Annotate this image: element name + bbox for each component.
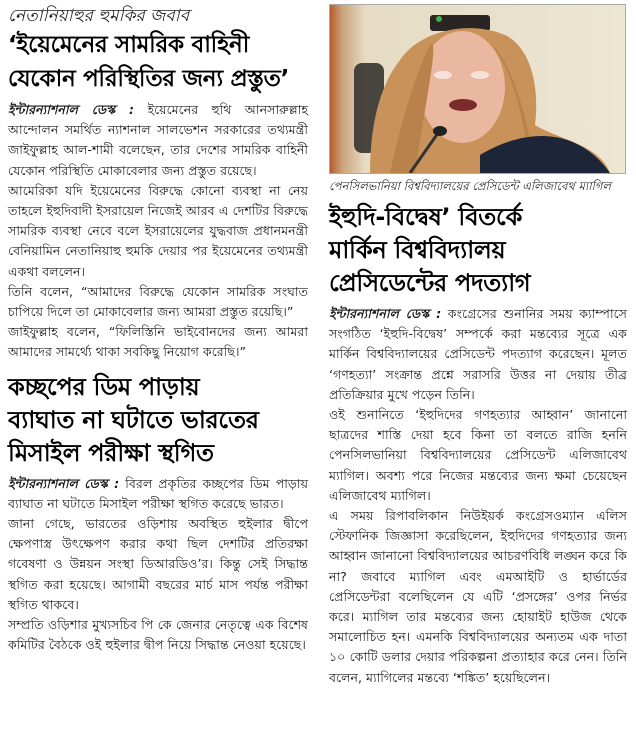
paragraph: ওই শুনানিতে ‘ইহুদিদের গণহত্যার আহ্বান’ জানানো ছাত্রদের শাস্তি দেয়া হবে কিনা তা বলতে রাজি হননি পেনসিলভানিয়া বিশ্ববিদ্যালয়ের প্রেসিডেন্ট এলিজাবেথ ম্যাগিল। অবশ্য পরে নিজের মন্তব্যের জন্য ক্ষমা চেয়েছেন এলিজাবেথ ম্যাগিল। xyxy=(329,407,627,503)
paragraph xyxy=(8,474,308,514)
right-column xyxy=(329,0,627,688)
paragraph: এ সময় রিপাবলিকান নিউইয়র্ক কংগ্রেসওম্যান এলিস স্টেফানিক জিজ্ঞাসা করেছিলেন, ইহুদিদের গণহত্যার জন্য আহ্বান জানানো বিশ্ববিদ্যালয়ের আচরণবিধি লঙ্ঘন করে কি না? জবাবে ম্যাগিল এবং এমআইটি ও হার্ভার্ডের প্রেসিডেন্টরা বলেছিলেন যে এটি ‘প্রসঙ্গের’ ওপর নির্ভর করে। ম্যাগিল তার মন্তব্যের জন্য হোয়াইট হাউজ থেকে সমালোচিত হন। এমনকি বিশ্ববিদ্যালয়ের অন্যতম এক দাতা ১০ কোটি ডলার দেয়ার পরিকল্পনা প্রত্যাহার করে নেন। তিনি বলেন, ম্যাগিলের মন্তব্যে ‘শঙ্কিত’ হয়েছিলেন। xyxy=(329,508,627,685)
paragraph xyxy=(329,304,627,405)
dateline: ইন্টারন্যাশনাল ডেস্ক : xyxy=(8,475,120,491)
paragraph-text: ইয়েমেনের হুথি আনসারুল্লাহ আন্দোলন সমর্থিত ন্যাশনাল সালভেশন সরকারের তথ্যমন্ত্রী জাইফুল্লাহ আল-শামী বলেছেন, তার দেশের সামরিক বাহিনী যেকোন পরিস্থিতি মোকাবেলার জন্য প্রস্তুত রয়েছে। xyxy=(8,102,308,178)
article-body xyxy=(329,304,627,688)
paragraph xyxy=(8,100,308,181)
headline xyxy=(329,201,627,300)
headline xyxy=(8,371,308,470)
photo-caption: পেনসিলভানিয়া বিশ্ববিদ্যালয়ের প্রেসিডেন্ট এলিজাবেথ ম্যাগিল xyxy=(329,179,611,193)
paragraph: জানা গেছে, ভারতের ওড়িশায় অবস্থিত হুইলার দ্বীপে ক্ষেপণাস্ত্র উৎক্ষেপণ করার কথা ছিল দেশটির প্রতিরক্ষা গবেষণা ও উন্নয়ন সংস্থা ডিআরডিও’র। কিন্তু সেই সিদ্ধান্ত স্থগিত করা হয়েছে। আগামী বছরের মার্চ মাস পর্যন্ত পরীক্ষা স্থগিত থাকবে। xyxy=(8,516,308,612)
headline-line: মিসাইল পরীক্ষা স্থগিত xyxy=(8,438,214,467)
paragraph-text: কংগ্রেসের শুনানির সময় ক্যাম্পাসে সংগঠিত ‘ইহুদি-বিদ্বেষ’ সম্পর্কে করা মন্তব্যের সূত্রে এক মার্কিন বিশ্ববিদ্যালয়ের প্রেসিডেন্ট পদত্যাগ করেছেন। মূলত ‘গণহত্যা’ সংক্রান্ত প্রশ্নে সরাসরি উত্তর না দেয়ায় তীব্র প্রতিক্রিয়ার মুখে পড়েন তিনি। xyxy=(329,306,627,402)
headline-line: যেকোন পরিস্থিতির জন্য প্রস্তুত’ xyxy=(8,66,290,92)
article-body xyxy=(8,474,308,656)
story-yemen xyxy=(8,4,308,363)
story-university xyxy=(329,201,627,688)
paragraph: সম্প্রতি ওড়িশার মুখ্যসচিব পি কে জেনার নেতৃত্বে এক বিশেষ কমিটির বৈঠকে ওই হুইলার দ্বীপ নিয়ে সিদ্ধান্ত নেওয়া হয়েছে। xyxy=(8,617,308,653)
story-turtle xyxy=(8,371,308,656)
headline-line: ব্যাঘাত না ঘটাতে ভারতের xyxy=(8,405,259,434)
headline-line: প্রেসিডেন্টের পদত্যাগ xyxy=(329,269,531,297)
paragraph-text: বিরল প্রকৃতির কচ্ছপের ডিম পাড়ায় ব্যাঘাত না ঘটাতে মিসাইল পরীক্ষা স্থগিত করেছে ভারত। xyxy=(8,475,308,511)
headline-line: কচ্ছপের ডিম পাড়ায় xyxy=(8,372,200,401)
photo-illustration xyxy=(330,5,625,173)
paragraph: তিনি বলেন, “আমাদের বিরুদ্ধে যেকোন সামরিক সংঘাত চাপিয়ে দিলে তা মোকাবেলার জন্য আমরা প্রস্তুত রয়েছি।” xyxy=(8,283,308,320)
headline xyxy=(8,28,308,96)
headline-line: ‘ইয়েমেনের সামরিক বাহিনী xyxy=(8,32,250,58)
paragraph: আমেরিকা যদি ইয়েমেনের বিরুদ্ধে কোনো ব্যবস্থা না নেয় তাহলে ইহুদিবাদী ইসরায়েল নিজেই আরব এ দেশটির বিরুদ্ধে সামরিক ব্যবস্থা নেবে বলে ইসরায়েলের যুদ্ধবাজ প্রধানমনন্ত্রী বেনিয়ামিন নেতানিয়াহু হুমকি দেয়ার পর ইয়েমেনের তথ্যমন্ত্রী একথা বললেন। xyxy=(8,182,308,279)
dateline: ইন্টারন্যাশনাল ডেস্ক : xyxy=(329,306,442,321)
headline-line: মার্কিন বিশ্ববিদ্যালয় xyxy=(329,236,506,264)
paragraph: জাইফুল্লাহ বলেন, “ফিলিস্তিনি ভাইবোনদের জন্য আমরা আমাদের সামর্থ্যে থাকা সবকিছু নিয়োগ করেছি।” xyxy=(8,324,308,360)
headline-line: ইহুদি-বিদ্বেষ’ বিতর্কে xyxy=(329,203,523,231)
article-body xyxy=(8,100,308,363)
left-column xyxy=(8,0,308,655)
dateline: ইন্টারন্যাশনাল ডেস্ক : xyxy=(8,102,135,117)
news-photo xyxy=(329,4,626,174)
kicker: নেতানিয়াহুর হুমকির জবাব xyxy=(8,6,190,26)
